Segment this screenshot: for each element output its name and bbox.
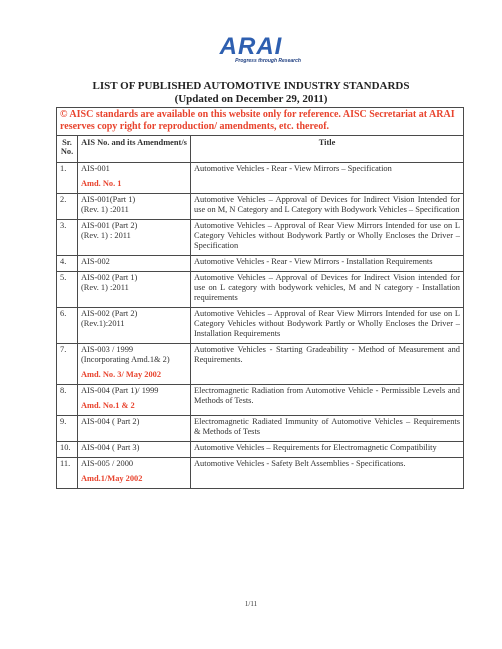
ais-number: AIS-002 (Part 1): [81, 273, 138, 282]
header-sr-no: Sr. No.: [57, 136, 78, 163]
standard-title-cell: Automotive Vehicles – Approval of Devices for Indirect Vision Intended for use on M, N Category and L Category with Bodywork Vehicles – Specification: [191, 194, 464, 220]
standard-title-cell: Automotive Vehicles - Rear - View Mirrors – Specification: [191, 163, 464, 194]
logo-tagline: Progress through Research: [235, 58, 301, 64]
copyright-notice: © AISC standards are available on this website only for reference. AISC Secretariat at ARAI reserves copy right for reproduction/ amendments, etc. thereof.: [57, 108, 464, 136]
header-ais-no: AIS No. and its Amendment/s: [78, 136, 191, 163]
arai-logo: [0, 33, 502, 64]
ais-number: AIS-002 (Part 2): [81, 309, 138, 318]
ais-number: AIS-001 (Part 2): [81, 221, 138, 230]
ais-number-cell: [78, 416, 191, 442]
sr-no-cell: 9.: [57, 416, 78, 442]
table-row: [57, 344, 464, 385]
ais-number-cell: [78, 194, 191, 220]
sr-no-cell: 4.: [57, 256, 78, 272]
header-title: Title: [191, 136, 464, 163]
ais-number: AIS-001: [81, 164, 110, 173]
ais-number-cell: [78, 272, 191, 308]
sr-no-cell: 11.: [57, 458, 78, 489]
table-row: [57, 220, 464, 256]
ais-revision: (Rev. 1) :2011: [81, 205, 129, 214]
ais-number-cell: [78, 220, 191, 256]
standard-title-cell: Automotive Vehicles - Rear - View Mirrors - Installation Requirements: [191, 256, 464, 272]
sr-no-cell: 1.: [57, 163, 78, 194]
standard-title-cell: Automotive Vehicles - Starting Gradeability - Method of Measurement and Requirements.: [191, 344, 464, 385]
amendment-label: Amd.1/May 2002: [81, 474, 143, 483]
amendment-label: Amd. No.1 & 2: [81, 401, 135, 410]
table-row: [57, 272, 464, 308]
page-subtitle: (Updated on December 29, 2011): [174, 93, 328, 105]
table-row: [57, 308, 464, 344]
ais-number-cell: [78, 308, 191, 344]
table-row: [57, 385, 464, 416]
ais-number: AIS-003 / 1999: [81, 345, 134, 354]
ais-revision: (Rev. 1) : 2011: [81, 231, 131, 240]
ais-number-cell: [78, 344, 191, 385]
standard-title-cell: Automotive Vehicles – Approval of Rear View Mirrors Intended for use on L Category Vehicles without Bodywork Partly or Wholly Encloses the Driver – Specification: [191, 220, 464, 256]
standard-title-cell: Electromagnetic Radiation from Automotive Vehicle - Permissible Levels and Methods of Tests.: [191, 385, 464, 416]
table-row: [57, 256, 464, 272]
ais-number: AIS-004 ( Part 3): [81, 443, 140, 452]
copyright-notice-row: [57, 108, 464, 136]
table-row: [57, 163, 464, 194]
sr-no-cell: 3.: [57, 220, 78, 256]
sr-no-cell: 6.: [57, 308, 78, 344]
sr-no-cell: 7.: [57, 344, 78, 385]
standard-title-cell: Automotive Vehicles - Safety Belt Assemblies - Specifications.: [191, 458, 464, 489]
page-title: LIST OF PUBLISHED AUTOMOTIVE INDUSTRY STANDARDS: [92, 80, 410, 92]
standard-title-cell: Automotive Vehicles – Requirements for Electromagnetic Compatibility: [191, 442, 464, 458]
sr-no-cell: 2.: [57, 194, 78, 220]
logo-wordmark: ARAI: [219, 33, 283, 60]
amendment-label: Amd. No. 1: [81, 179, 122, 188]
ais-number: AIS-004 ( Part 2): [81, 417, 140, 426]
standard-title-cell: Automotive Vehicles – Approval of Devices for Indirect Vision intended for use on L category with bodywork vehicles, M and N category - Installation requirements: [191, 272, 464, 308]
sr-no-cell: 5.: [57, 272, 78, 308]
ais-number-cell: [78, 256, 191, 272]
table-header-row: [57, 136, 464, 163]
page-number: 1/11: [244, 600, 258, 608]
ais-number: AIS-004 (Part 1)/ 1999: [81, 386, 159, 395]
standard-title-cell: Automotive Vehicles – Approval of Rear View Mirrors Intended for use on L Category Vehicles without Bodywork Partly or Wholly Encloses the Driver – Installation Requirements: [191, 308, 464, 344]
ais-revision: (Rev.1):2011: [81, 319, 125, 328]
ais-number-cell: [78, 163, 191, 194]
table-row: [57, 458, 464, 489]
amendment-label: Amd. No. 3/ May 2002: [81, 370, 162, 379]
sr-no-cell: 8.: [57, 385, 78, 416]
ais-number: AIS-001(Part 1): [81, 195, 136, 204]
standard-title-cell: Electromagnetic Radiated Immunity of Automotive Vehicles – Requirements & Methods of Tests: [191, 416, 464, 442]
ais-revision: (Rev. 1) :2011: [81, 283, 129, 292]
ais-number: AIS-005 / 2000: [81, 459, 134, 468]
ais-revision: (Incorporating Amd.1& 2): [81, 355, 170, 364]
table-row: [57, 416, 464, 442]
standards-table: [56, 107, 464, 489]
ais-number-cell: [78, 458, 191, 489]
ais-number-cell: [78, 385, 191, 416]
ais-number-cell: [78, 442, 191, 458]
table-row: [57, 442, 464, 458]
sr-no-cell: 10.: [57, 442, 78, 458]
ais-number: AIS-002: [81, 257, 110, 266]
table-row: [57, 194, 464, 220]
